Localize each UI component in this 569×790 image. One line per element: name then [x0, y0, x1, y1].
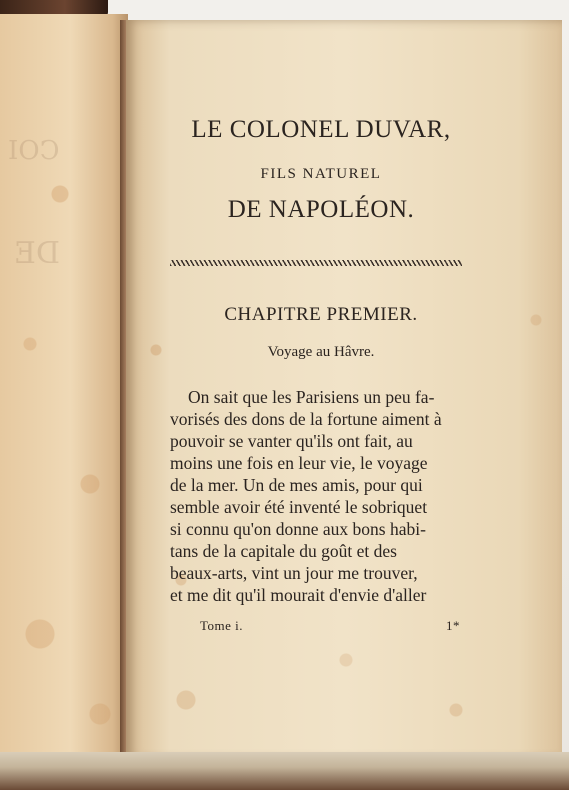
body-line: et me dit qu'il mourait d'envie d'aller: [170, 585, 427, 605]
body-line: de la mer. Un de mes amis, pour qui: [170, 475, 423, 495]
book-title-line-2: FILS NATUREL: [260, 166, 382, 182]
bleed-through-text: DE: [14, 236, 60, 271]
body-line: vorisés des dons de la fortune aiment à: [170, 409, 442, 429]
body-line: On sait que les Parisiens un peu fa-: [188, 387, 435, 407]
body-line: moins une fois en leur vie, le voyage: [170, 453, 428, 473]
body-line: semble avoir été inventé le sobriquet: [170, 497, 428, 517]
body-line: si connu qu'on donne aux bons habi-: [170, 519, 426, 539]
body-line: beaux-arts, vint un jour me trouver,: [170, 563, 418, 583]
bleed-through-text: COI: [8, 136, 60, 166]
chapter-heading: CHAPITRE PREMIER.: [224, 304, 418, 325]
book-title-line-1: LE COLONEL DUVAR,: [191, 116, 451, 143]
right-page: [126, 20, 562, 760]
book-bottom-edge: [0, 752, 569, 790]
chapter-subtitle: Voyage au Hâvre.: [267, 344, 375, 360]
body-line: tans de la capitale du goût et des: [170, 541, 397, 561]
body-line: pouvoir se vanter qu'ils ont fait, au: [170, 431, 413, 451]
volume-label: Tome i.: [200, 618, 244, 633]
ornamental-divider: [170, 260, 462, 266]
page-text: [126, 20, 562, 760]
signature-mark: 1*: [446, 618, 460, 633]
left-page: [0, 14, 128, 762]
book-title-line-3: DE NAPOLÉON.: [227, 196, 415, 223]
